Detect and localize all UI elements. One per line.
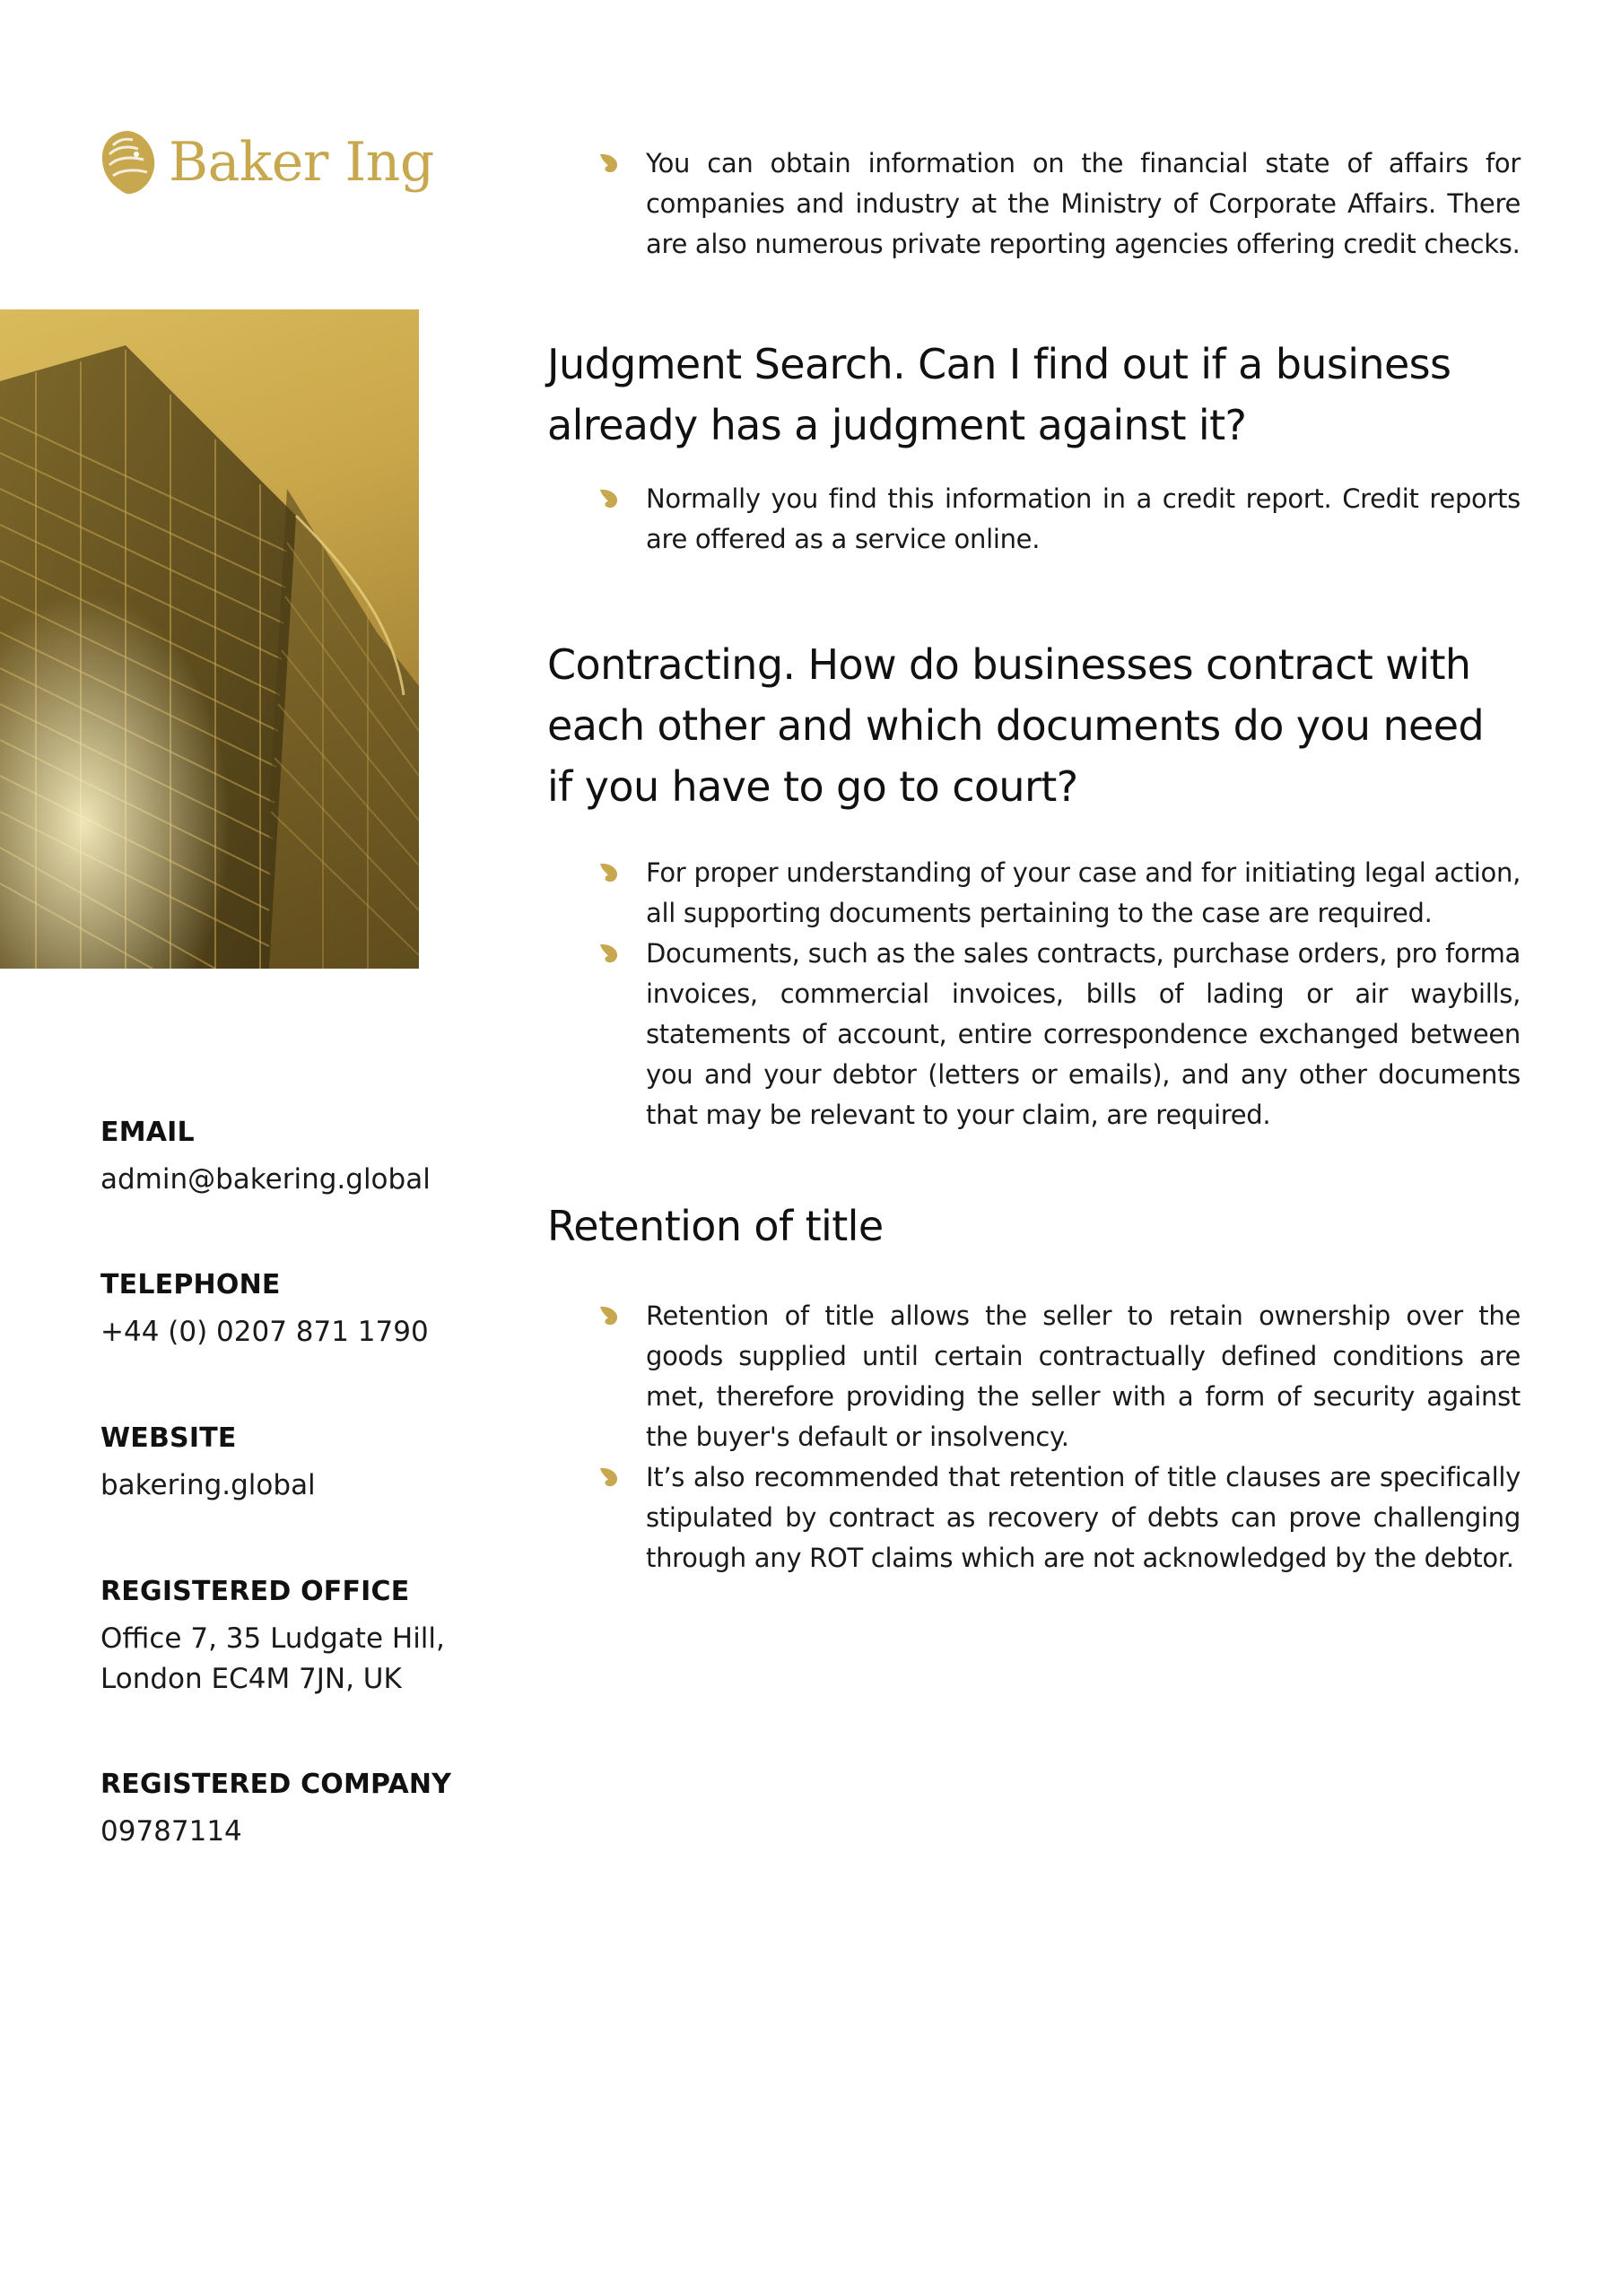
bullet-text: Normally you find this information in a credit report. Credit reports are offered as a service online. bbox=[646, 483, 1521, 554]
bullet-text: Documents, such as the sales contracts, purchase orders, pro forma invoices, commercial invoices, bills of lading or air waybills, statements of account, entire correspondence exchanged between you and your debtor (letters or emails), and any other documents that may be relevant to your claim, are required. bbox=[646, 938, 1521, 1130]
building-image bbox=[0, 309, 419, 969]
lion-bullet-icon bbox=[597, 861, 620, 884]
email-block bbox=[100, 1115, 459, 1200]
contracting-section bbox=[547, 634, 1521, 1135]
list-item bbox=[547, 934, 1521, 1135]
company-label: REGISTERED COMPANY bbox=[100, 1769, 452, 1800]
bullet-text: You can obtain information on the financial state of affairs for companies and industry at the Ministry of Corporate Affairs. There are also numerous private reporting agencies offering credit checks. bbox=[646, 148, 1521, 259]
lion-bullet-icon bbox=[597, 942, 620, 965]
office-address-line1: Office 7, 35 Ludgate Hill, bbox=[100, 1622, 445, 1655]
company-block bbox=[100, 1767, 459, 1852]
lion-bullet-icon bbox=[597, 152, 620, 175]
brand-logo bbox=[97, 126, 434, 199]
list-item bbox=[547, 144, 1521, 265]
lion-bullet-icon bbox=[597, 1465, 620, 1489]
bullet-text: Retention of title allows the seller to retain ownership over the goods supplied until certain contractually defined conditions are met, therefore providing the seller with a form of security against the buyer's default or insolvency. bbox=[646, 1300, 1521, 1452]
website-block bbox=[100, 1421, 459, 1506]
company-number: 09787114 bbox=[100, 1815, 242, 1848]
lion-head-icon bbox=[97, 127, 160, 197]
email-link[interactable]: admin@bakering.global bbox=[100, 1163, 431, 1196]
office-label: REGISTERED OFFICE bbox=[100, 1576, 410, 1607]
section-heading: Contracting. How do businesses contract with each other and which documents do you need if you have to go to court? bbox=[547, 640, 1485, 811]
telephone-number: +44 (0) 0207 871 1790 bbox=[100, 1316, 429, 1348]
bullet-text: For proper understanding of your case and for initiating legal action, all supporting documents pertaining to the case are required. bbox=[646, 857, 1521, 928]
list-item bbox=[547, 1457, 1521, 1578]
section-heading: Judgment Search. Can I find out if a business already has a judgment against it? bbox=[547, 340, 1451, 449]
list-item bbox=[547, 479, 1521, 560]
list-item bbox=[547, 1296, 1521, 1457]
retention-section bbox=[547, 1196, 1521, 1578]
list-item bbox=[547, 853, 1521, 934]
intro-section bbox=[547, 144, 1521, 265]
email-label: EMAIL bbox=[100, 1117, 195, 1148]
telephone-block bbox=[100, 1267, 459, 1352]
lion-bullet-icon bbox=[597, 1304, 620, 1327]
telephone-label: TELEPHONE bbox=[100, 1269, 281, 1300]
brand-name: Baker Ing bbox=[169, 131, 434, 194]
office-address-line2: London EC4M 7JN, UK bbox=[100, 1663, 402, 1695]
website-label: WEBSITE bbox=[100, 1422, 237, 1454]
office-block bbox=[100, 1574, 459, 1700]
bullet-text: It’s also recommended that retention of title clauses are specifically stipulated by contract as recovery of debts can prove challenging through any ROT claims which are not acknowledged by the debtor. bbox=[646, 1462, 1521, 1573]
judgment-section bbox=[547, 334, 1521, 560]
lion-bullet-icon bbox=[597, 487, 620, 510]
website-link[interactable]: bakering.global bbox=[100, 1469, 316, 1501]
section-heading: Retention of title bbox=[547, 1202, 884, 1250]
